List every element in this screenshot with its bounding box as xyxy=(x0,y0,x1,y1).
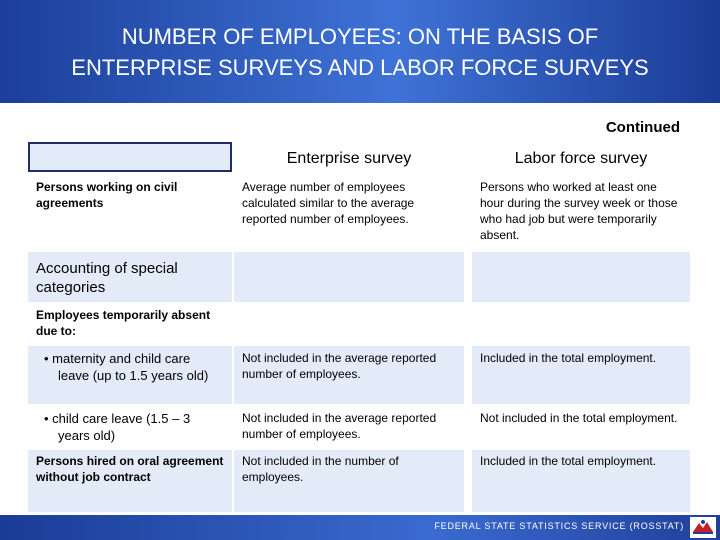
comparison-table xyxy=(28,142,690,512)
cell-enterprise-oral-agreement: Not included in the number of employees. xyxy=(234,450,464,512)
rosstat-logo-icon xyxy=(690,517,716,538)
cell-labor-civil-agreements: Persons who worked at least one hour during the survey week or those who had job but were temporarily absent. xyxy=(472,174,690,250)
cell-enterprise-civil-agreements: Average number of employees calculated similar to the average reported number of employees. xyxy=(234,174,464,250)
column-header-enterprise: Enterprise survey xyxy=(234,142,464,172)
cell-enterprise-special-categories xyxy=(234,252,464,302)
row-label-oral-agreement: Persons hired on oral agreement without job contract xyxy=(28,450,232,512)
cell-labor-oral-agreement: Included in the total employment. xyxy=(472,450,690,512)
row-label-special-categories: Accounting of special categories xyxy=(28,252,232,302)
slide-title xyxy=(20,21,700,83)
row-label-maternity-leave: • maternity and child care leave (up to 1.5 years old) xyxy=(28,346,232,404)
slide-header xyxy=(0,0,720,103)
footer-text: FEDERAL STATE STATISTICS SERVICE (ROSSTAT) xyxy=(434,521,684,531)
slide-footer xyxy=(0,515,720,540)
title-line-2: ENTERPRISE SURVEYS AND LABOR FORCE SURVEYS xyxy=(71,55,649,80)
row-label-civil-agreements: Persons working on civil agreements xyxy=(28,174,232,250)
cell-labor-child-care-leave: Not included in the total employment. xyxy=(472,406,690,450)
title-line-1: NUMBER OF EMPLOYEES: ON THE BASIS OF xyxy=(121,24,599,49)
cell-labor-temporarily-absent xyxy=(472,304,690,344)
row-label-temporarily-absent: Employees temporarily absent due to: xyxy=(28,304,232,344)
column-header-labor: Labor force survey xyxy=(472,142,690,172)
cell-enterprise-maternity-leave: Not included in the average reported number of employees. xyxy=(234,346,464,404)
cell-labor-maternity-leave: Included in the total employment. xyxy=(472,346,690,404)
table-corner-cell xyxy=(28,142,232,172)
row-label-child-care-leave: • child care leave (1.5 – 3 years old) xyxy=(28,406,232,450)
cell-enterprise-temporarily-absent xyxy=(234,304,464,344)
continued-label: Continued xyxy=(605,119,680,136)
cell-enterprise-child-care-leave: Not included in the average reported number of employees. xyxy=(234,406,464,450)
cell-labor-special-categories xyxy=(472,252,690,302)
